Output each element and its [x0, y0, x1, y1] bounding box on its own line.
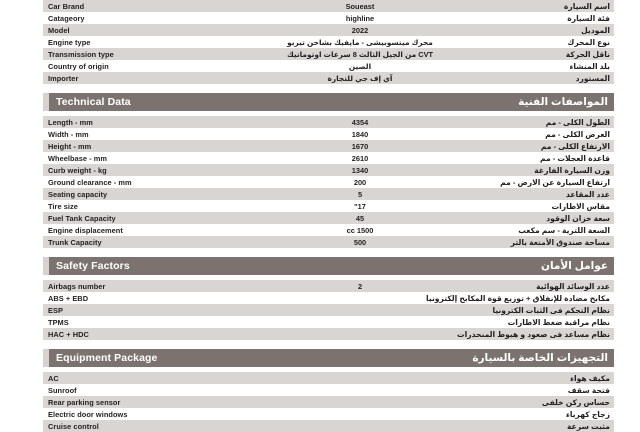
table-row	[43, 304, 614, 316]
row-label-ar: نوع المحرك	[567, 37, 610, 47]
row-label-en: Electric door windows	[48, 409, 128, 419]
row-label-ar: الارتفاع الكلى - مم	[540, 141, 610, 151]
row-label-en: TPMS	[48, 317, 69, 327]
table-row	[43, 316, 614, 328]
row-label-ar: فتحة سقف	[567, 385, 610, 395]
row-value: 2610	[351, 153, 369, 163]
row-label-en: Cruise control	[48, 421, 99, 431]
section-marker-icon	[43, 93, 49, 111]
table-row	[43, 200, 614, 212]
row-label-en: Length - mm	[48, 117, 93, 127]
row-value: 45	[355, 213, 365, 223]
section-title-ar: التجهيزات الخاصة بالسيارة	[472, 352, 608, 364]
row-label-en: Engine type	[48, 37, 91, 47]
row-value: 1340	[351, 165, 369, 175]
row-label-en: Trunk Capacity	[48, 237, 102, 247]
row-label-en: Catageory	[48, 13, 85, 23]
row-label-en: Car Brand	[48, 1, 85, 11]
row-label-ar: الموديل	[581, 25, 610, 35]
row-label-ar: ناقل الحركة	[565, 49, 610, 59]
row-label-en: Sunroof	[48, 385, 77, 395]
row-label-ar: السعة اللترية - سم مكعب	[518, 225, 610, 235]
table-row	[43, 24, 614, 36]
table-row	[43, 420, 614, 432]
row-label-ar: مقاس الاطارات	[551, 201, 610, 211]
row-label-ar: بلد المنشاء	[569, 61, 610, 71]
row-value: CVT من الجيل الثالث 8 سرعات اوتوماتيك	[286, 49, 434, 59]
row-value: 200	[353, 177, 367, 187]
table-row	[43, 152, 614, 164]
table-row	[43, 164, 614, 176]
row-value: Soueast	[345, 1, 375, 11]
row-label-ar: نظام التحكم فى الثبات الكترونيا	[492, 305, 610, 315]
technical-section	[43, 116, 614, 248]
row-label-ar: نظام مساعد فى صعود و هبوط المنحدرات	[457, 329, 610, 339]
section-title-ar: المواصفات الفنية	[518, 96, 608, 108]
row-label-ar: قاعدة العجلات - مم	[539, 153, 610, 163]
table-row	[43, 0, 614, 12]
row-label-en: Country of origin	[48, 61, 109, 71]
section-title-en: Equipment Package	[56, 352, 158, 364]
table-row	[43, 72, 614, 84]
row-label-en: HAC + HDC	[48, 329, 89, 339]
section-title-ar: عوامل الأمان	[541, 260, 608, 272]
row-value: 1500 cc	[346, 225, 374, 235]
table-row	[43, 188, 614, 200]
row-label-en: Wheelbase - mm	[48, 153, 108, 163]
table-row	[43, 396, 614, 408]
row-label-ar: عدد الوسائد الهوائية	[536, 281, 610, 291]
row-label-en: ABS + EBD	[48, 293, 89, 303]
row-label-en: Curb weight - kg	[48, 165, 107, 175]
row-label-ar: نظام مراقبة ضغط الاطارات	[507, 317, 610, 327]
row-label-en: Transmission type	[48, 49, 114, 59]
row-label-ar: اسم السيارة	[563, 1, 610, 11]
row-label-en: Tire size	[48, 201, 78, 211]
row-value: 1670	[351, 141, 369, 151]
section-title-en: Technical Data	[56, 96, 131, 108]
row-label-ar: مثبت سرعة	[566, 421, 610, 431]
row-label-en: Model	[48, 25, 70, 35]
row-label-ar: العرض الكلى - مم	[545, 129, 610, 139]
row-label-en: Engine displacement	[48, 225, 123, 235]
equipment-section	[43, 372, 614, 432]
row-label-en: Rear parking sensor	[48, 397, 121, 407]
table-row	[43, 36, 614, 48]
row-value: 1840	[351, 129, 369, 139]
table-row	[43, 128, 614, 140]
table-row	[43, 224, 614, 236]
overview-section	[43, 0, 614, 84]
table-row	[43, 408, 614, 420]
section-marker-icon	[43, 257, 49, 275]
table-row	[43, 328, 614, 340]
table-row	[43, 140, 614, 152]
table-row	[43, 176, 614, 188]
row-label-ar: المستورد	[575, 73, 610, 83]
section-marker-icon	[43, 349, 49, 367]
row-label-en: Width - mm	[48, 129, 89, 139]
row-label-en: Importer	[48, 73, 79, 83]
row-label-ar: سعة خزان الوقود	[546, 213, 610, 223]
row-label-en: Seating capacity	[48, 189, 108, 199]
table-row	[43, 48, 614, 60]
table-row	[43, 12, 614, 24]
section-header-equipment-package	[43, 349, 614, 367]
row-value: 5	[357, 189, 363, 199]
row-label-ar: مكيف هواء	[570, 373, 610, 383]
row-value: highline	[345, 13, 375, 23]
row-label-ar: مساحة صندوق الأمتعة بالتر	[510, 237, 610, 247]
row-value: 2022	[351, 25, 369, 35]
table-row	[43, 212, 614, 224]
row-value: 2	[357, 281, 363, 291]
row-label-ar: ارتفاع السيارة عن الارض - مم	[500, 177, 610, 187]
specification-table	[43, 0, 614, 432]
row-label-en: AC	[48, 373, 59, 383]
table-row	[43, 384, 614, 396]
row-label-en: ESP	[48, 305, 63, 315]
row-value: آي إف جي للتجارة	[327, 73, 393, 83]
table-row	[43, 116, 614, 128]
row-label-ar: زجاج كهرباء	[565, 409, 610, 419]
row-label-ar: مكابح مضادة للإنفلاق + توزيع قوة المكابح إلكترونيا	[426, 293, 610, 303]
row-value: 500	[353, 237, 367, 247]
row-label-ar: حساس ركن خلفى	[541, 397, 610, 407]
row-label-ar: عدد المقاعد	[565, 189, 610, 199]
row-value: محرك ميتسوبيشى - مايفيك بشاحن تيربو	[287, 37, 433, 47]
safety-section	[43, 280, 614, 340]
row-label-ar: فئة السيارة	[567, 13, 610, 23]
section-title-en: Safety Factors	[56, 260, 130, 272]
row-label-ar: الطول الكلى - مم	[545, 117, 610, 127]
table-row	[43, 280, 614, 292]
row-label-en: Airbags number	[48, 281, 106, 291]
table-row	[43, 60, 614, 72]
table-row	[43, 236, 614, 248]
section-header-safety-factors	[43, 257, 614, 275]
table-row	[43, 292, 614, 304]
row-label-en: Fuel Tank Capacity	[48, 213, 116, 223]
row-value: 4354	[351, 117, 369, 127]
row-value: 17"	[354, 201, 366, 211]
table-row	[43, 372, 614, 384]
row-value: الصين	[348, 61, 372, 71]
row-label-ar: وزن السيارة الفارغة	[534, 165, 610, 175]
row-label-en: Ground clearance - mm	[48, 177, 132, 187]
section-header-technical-data	[43, 93, 614, 111]
row-label-en: Height - mm	[48, 141, 92, 151]
